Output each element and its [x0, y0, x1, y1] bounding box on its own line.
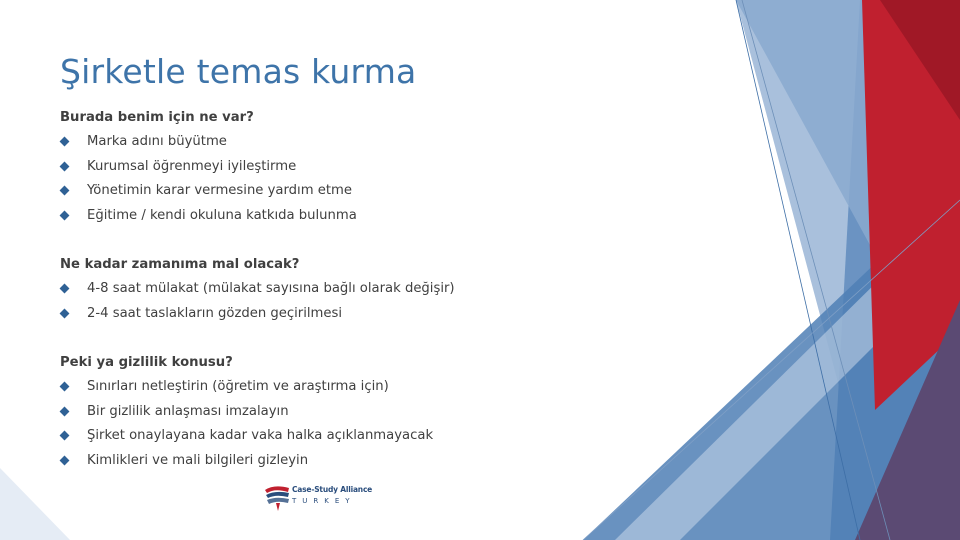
logo-line1: Case-Study Alliance — [292, 485, 373, 494]
privacy-list — [60, 379, 620, 477]
diamond-bullet-icon — [60, 431, 70, 441]
list-item-text: Eğitime / kendi okuluna katkıda bulunma — [87, 207, 357, 223]
list-item-text: Marka adını büyütme — [87, 134, 227, 149]
list-item — [60, 159, 620, 184]
diamond-bullet-icon — [60, 406, 70, 416]
time-list — [60, 281, 620, 330]
book-icon — [262, 478, 292, 512]
list-item-text: Yönetimin karar vermesine yardım etme — [87, 183, 352, 198]
diamond-bullet-icon — [60, 210, 70, 220]
diamond-bullet-icon — [60, 455, 70, 465]
list-item-text: Şirket onaylayana kadar vaka halka açıklanmayacak — [87, 428, 434, 443]
list-item-text: 4-8 saat mülakat (mülakat sayısına bağlı olarak değişir) — [87, 281, 455, 296]
list-item-text: Bir gizlilik anlaşması imzalayın — [87, 403, 289, 419]
benefits-list — [60, 134, 620, 232]
list-item — [60, 208, 620, 233]
list-item — [60, 428, 620, 453]
section-heading-time: Ne kadar zamanıma mal olacak? — [60, 257, 300, 272]
list-item — [60, 404, 620, 429]
list-item — [60, 379, 620, 404]
slide-content — [60, 110, 620, 477]
diamond-bullet-icon — [60, 137, 70, 147]
list-item — [60, 134, 620, 159]
list-item-text: 2-4 saat taslakların gözden geçirilmesi — [87, 305, 343, 321]
logo-line2: TURKEY — [292, 497, 356, 505]
section-heading-privacy: Peki ya gizlilik konusu? — [60, 355, 233, 370]
diamond-bullet-icon — [60, 161, 70, 171]
diamond-bullet-icon — [60, 186, 70, 196]
slide-title: Şirketle temas kurma — [60, 52, 417, 91]
diamond-bullet-icon — [60, 284, 70, 294]
list-item — [60, 453, 620, 478]
section-heading-benefits: Burada benim için ne var? — [60, 110, 254, 125]
diamond-bullet-icon — [60, 308, 70, 318]
list-item — [60, 183, 620, 208]
list-item — [60, 281, 620, 306]
case-study-alliance-logo — [262, 478, 372, 512]
list-item-text: Sınırları netleştirin (öğretim ve araştırma için) — [87, 379, 389, 394]
list-item-text: Kimlikleri ve mali bilgileri gizleyin — [87, 452, 309, 468]
list-item — [60, 306, 620, 331]
corner-triangle-left — [0, 468, 70, 540]
list-item-text: Kurumsal öğrenmeyi iyileştirme — [87, 158, 297, 174]
diamond-bullet-icon — [60, 382, 70, 392]
